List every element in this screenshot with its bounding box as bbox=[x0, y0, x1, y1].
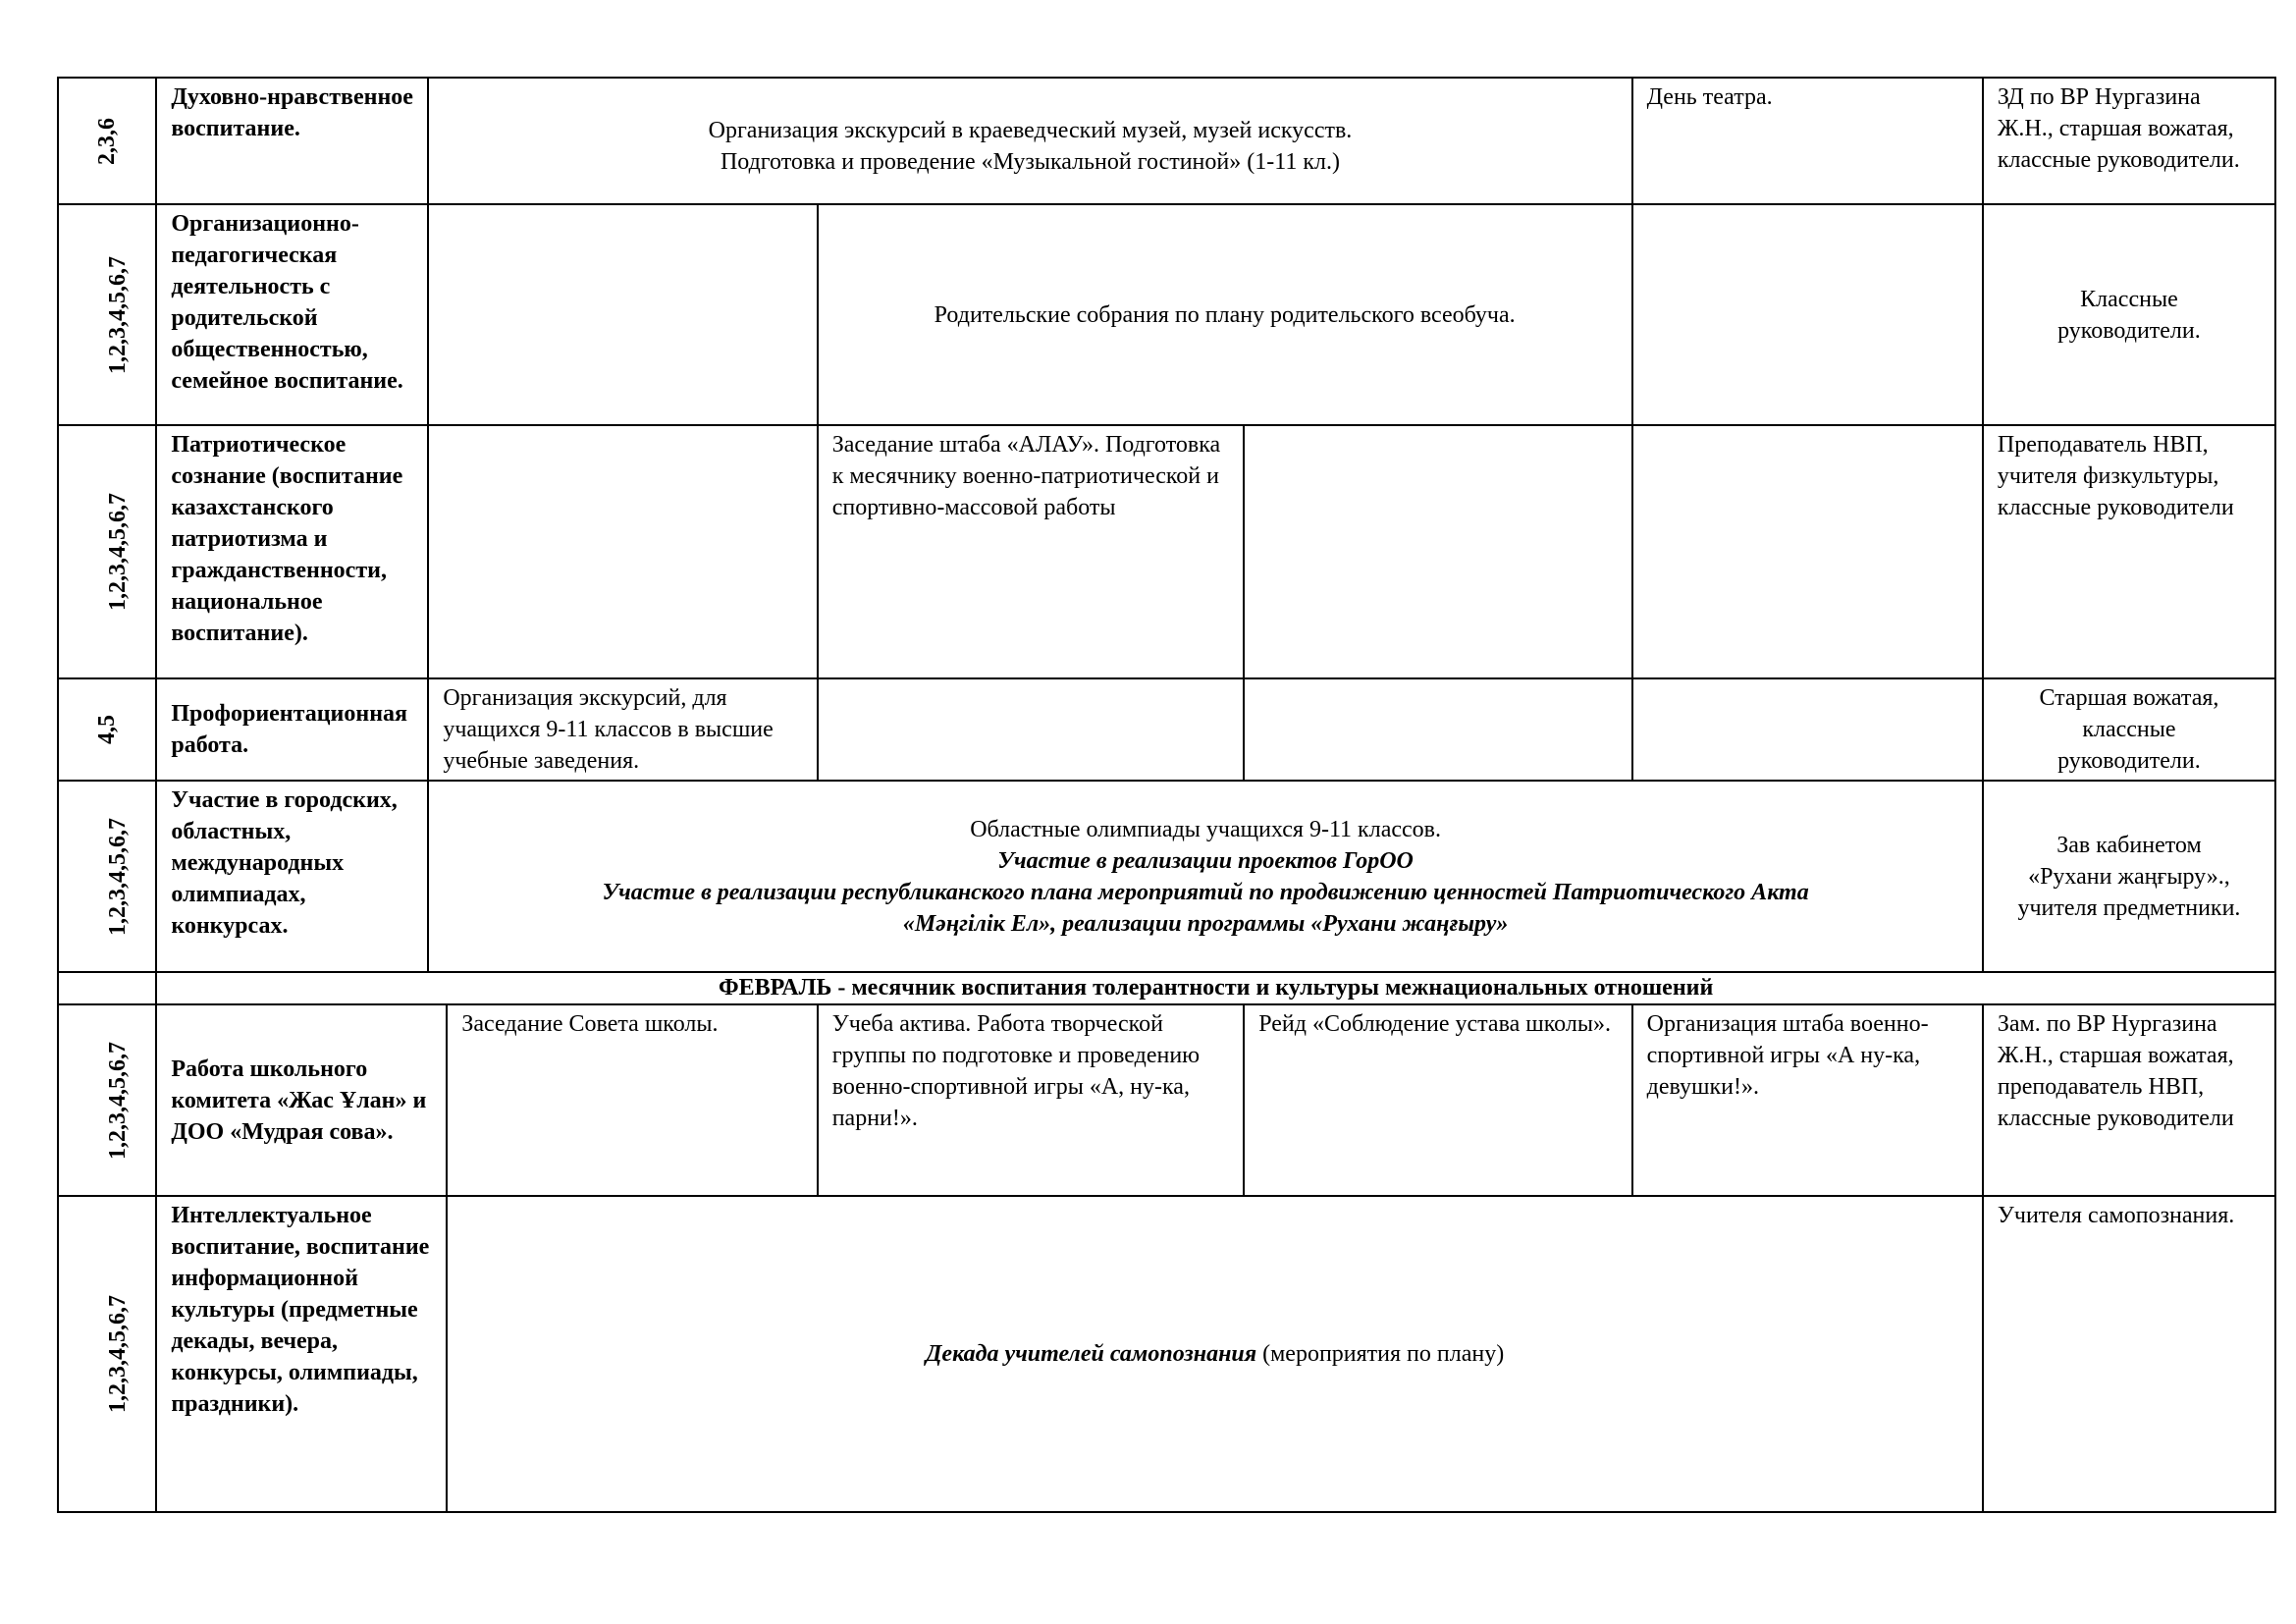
activity-cell bbox=[1244, 425, 1631, 678]
direction-cell: Интеллектуальное воспитание, воспитание информационной культуры (предметные декады, вечера, конкурсы, олимпиады, праздники). bbox=[156, 1196, 447, 1512]
responsible-cell: Учителя самопознания. bbox=[1983, 1196, 2275, 1512]
row-code: 1,2,3,4,5,6,7 bbox=[58, 204, 156, 425]
row-code: 1,2,3,4,5,6,7 bbox=[58, 425, 156, 678]
responsible-cell: Зам. по ВР Нургазина Ж.Н., старшая вожатая, преподаватель НВП, классные руководители bbox=[1983, 1004, 2275, 1196]
activity-cell: Заседание штаба «АЛАУ». Подготовка к месячнику военно-патриотической и спортивно-массовой работы bbox=[818, 425, 1245, 678]
row-code: 1,2,3,4,5,6,7 bbox=[58, 1196, 156, 1512]
responsible-cell: Старшая вожатая, классные руководители. bbox=[1983, 678, 2275, 781]
table-row bbox=[58, 425, 2275, 678]
table-row bbox=[58, 204, 2275, 425]
responsible-cell: Зав кабинетом «Рухани жаңғыру»., учителя предметники. bbox=[1983, 781, 2275, 972]
direction-cell: Патриотическое сознание (воспитание казахстанского патриотизма и гражданственности, национальное воспитание). bbox=[156, 425, 428, 678]
responsible-cell: Преподаватель НВП, учителя физкультуры, классные руководители bbox=[1983, 425, 2275, 678]
activity-cell: Областные олимпиады учащихся 9-11 классов. Участие в реализации проектов ГорОО Участие в реализации республиканского плана мероприятий по продвижению ценностей Патриотического Акта «Мәңгілік Ел», реализации программы «Рухани жаңғыру» bbox=[428, 781, 1983, 972]
activity-cell: Учеба актива. Работа творческой группы по подготовке и проведению военно-спортивной игры «А, ну-ка, парни!». bbox=[818, 1004, 1245, 1196]
activity-cell: Рейд «Соблюдение устава школы». bbox=[1244, 1004, 1631, 1196]
month-code-cell bbox=[58, 972, 156, 1004]
direction-cell: Организационно-педагогическая деятельность с родительской общественностью, семейное воспитание. bbox=[156, 204, 428, 425]
responsible-cell: Классные руководители. bbox=[1983, 204, 2275, 425]
activity-cell: Родительские собрания по плану родительского всеобуча. bbox=[818, 204, 1632, 425]
table-row bbox=[58, 678, 2275, 781]
table-row bbox=[58, 78, 2275, 204]
plan-table bbox=[57, 77, 2276, 1513]
activity-cell bbox=[1244, 678, 1631, 781]
table-row bbox=[58, 781, 2275, 972]
activity-cell: Организация экскурсий в краеведческий музей, музей искусств. Подготовка и проведение «Музыкальной гостиной» (1-11 кл.) bbox=[428, 78, 1631, 204]
activity-cell bbox=[1632, 204, 1983, 425]
activity-cell bbox=[818, 678, 1245, 781]
plan-page bbox=[57, 77, 2276, 1513]
table-row bbox=[58, 1196, 2275, 1512]
activity-cell: Организация экскурсий, для учащихся 9-11 классов в высшие учебные заведения. bbox=[428, 678, 817, 781]
row-code: 1,2,3,4,5,6,7 bbox=[58, 781, 156, 972]
activity-cell bbox=[428, 204, 817, 425]
row-code: 2,3,6 bbox=[58, 78, 156, 204]
direction-cell: Профориентационная работа. bbox=[156, 678, 428, 781]
activity-cell: Декада учителей самопознания (мероприятия по плану) bbox=[447, 1196, 1983, 1512]
direction-cell: Участие в городских, областных, международных олимпиадах, конкурсах. bbox=[156, 781, 428, 972]
activity-cell: День театра. bbox=[1632, 78, 1983, 204]
direction-cell: Духовно-нравственное воспитание. bbox=[156, 78, 428, 204]
direction-cell: Работа школьного комитета «Жас Ұлан» и ДОО «Мудрая сова». bbox=[156, 1004, 447, 1196]
activity-cell: Организация штаба военно-спортивной игры «А ну-ка, девушки!». bbox=[1632, 1004, 1983, 1196]
activity-cell bbox=[1632, 425, 1983, 678]
row-code: 4,5 bbox=[58, 678, 156, 781]
row-code: 1,2,3,4,5,6,7 bbox=[58, 1004, 156, 1196]
activity-cell: Заседание Совета школы. bbox=[447, 1004, 817, 1196]
table-row bbox=[58, 1004, 2275, 1196]
month-title: ФЕВРАЛЬ - месячник воспитания толерантности и культуры межнациональных отношений bbox=[156, 972, 2275, 1004]
month-row bbox=[58, 972, 2275, 1004]
activity-cell bbox=[428, 425, 817, 678]
activity-cell bbox=[1632, 678, 1983, 781]
responsible-cell: ЗД по ВР Нургазина Ж.Н., старшая вожатая, классные руководители. bbox=[1983, 78, 2275, 204]
